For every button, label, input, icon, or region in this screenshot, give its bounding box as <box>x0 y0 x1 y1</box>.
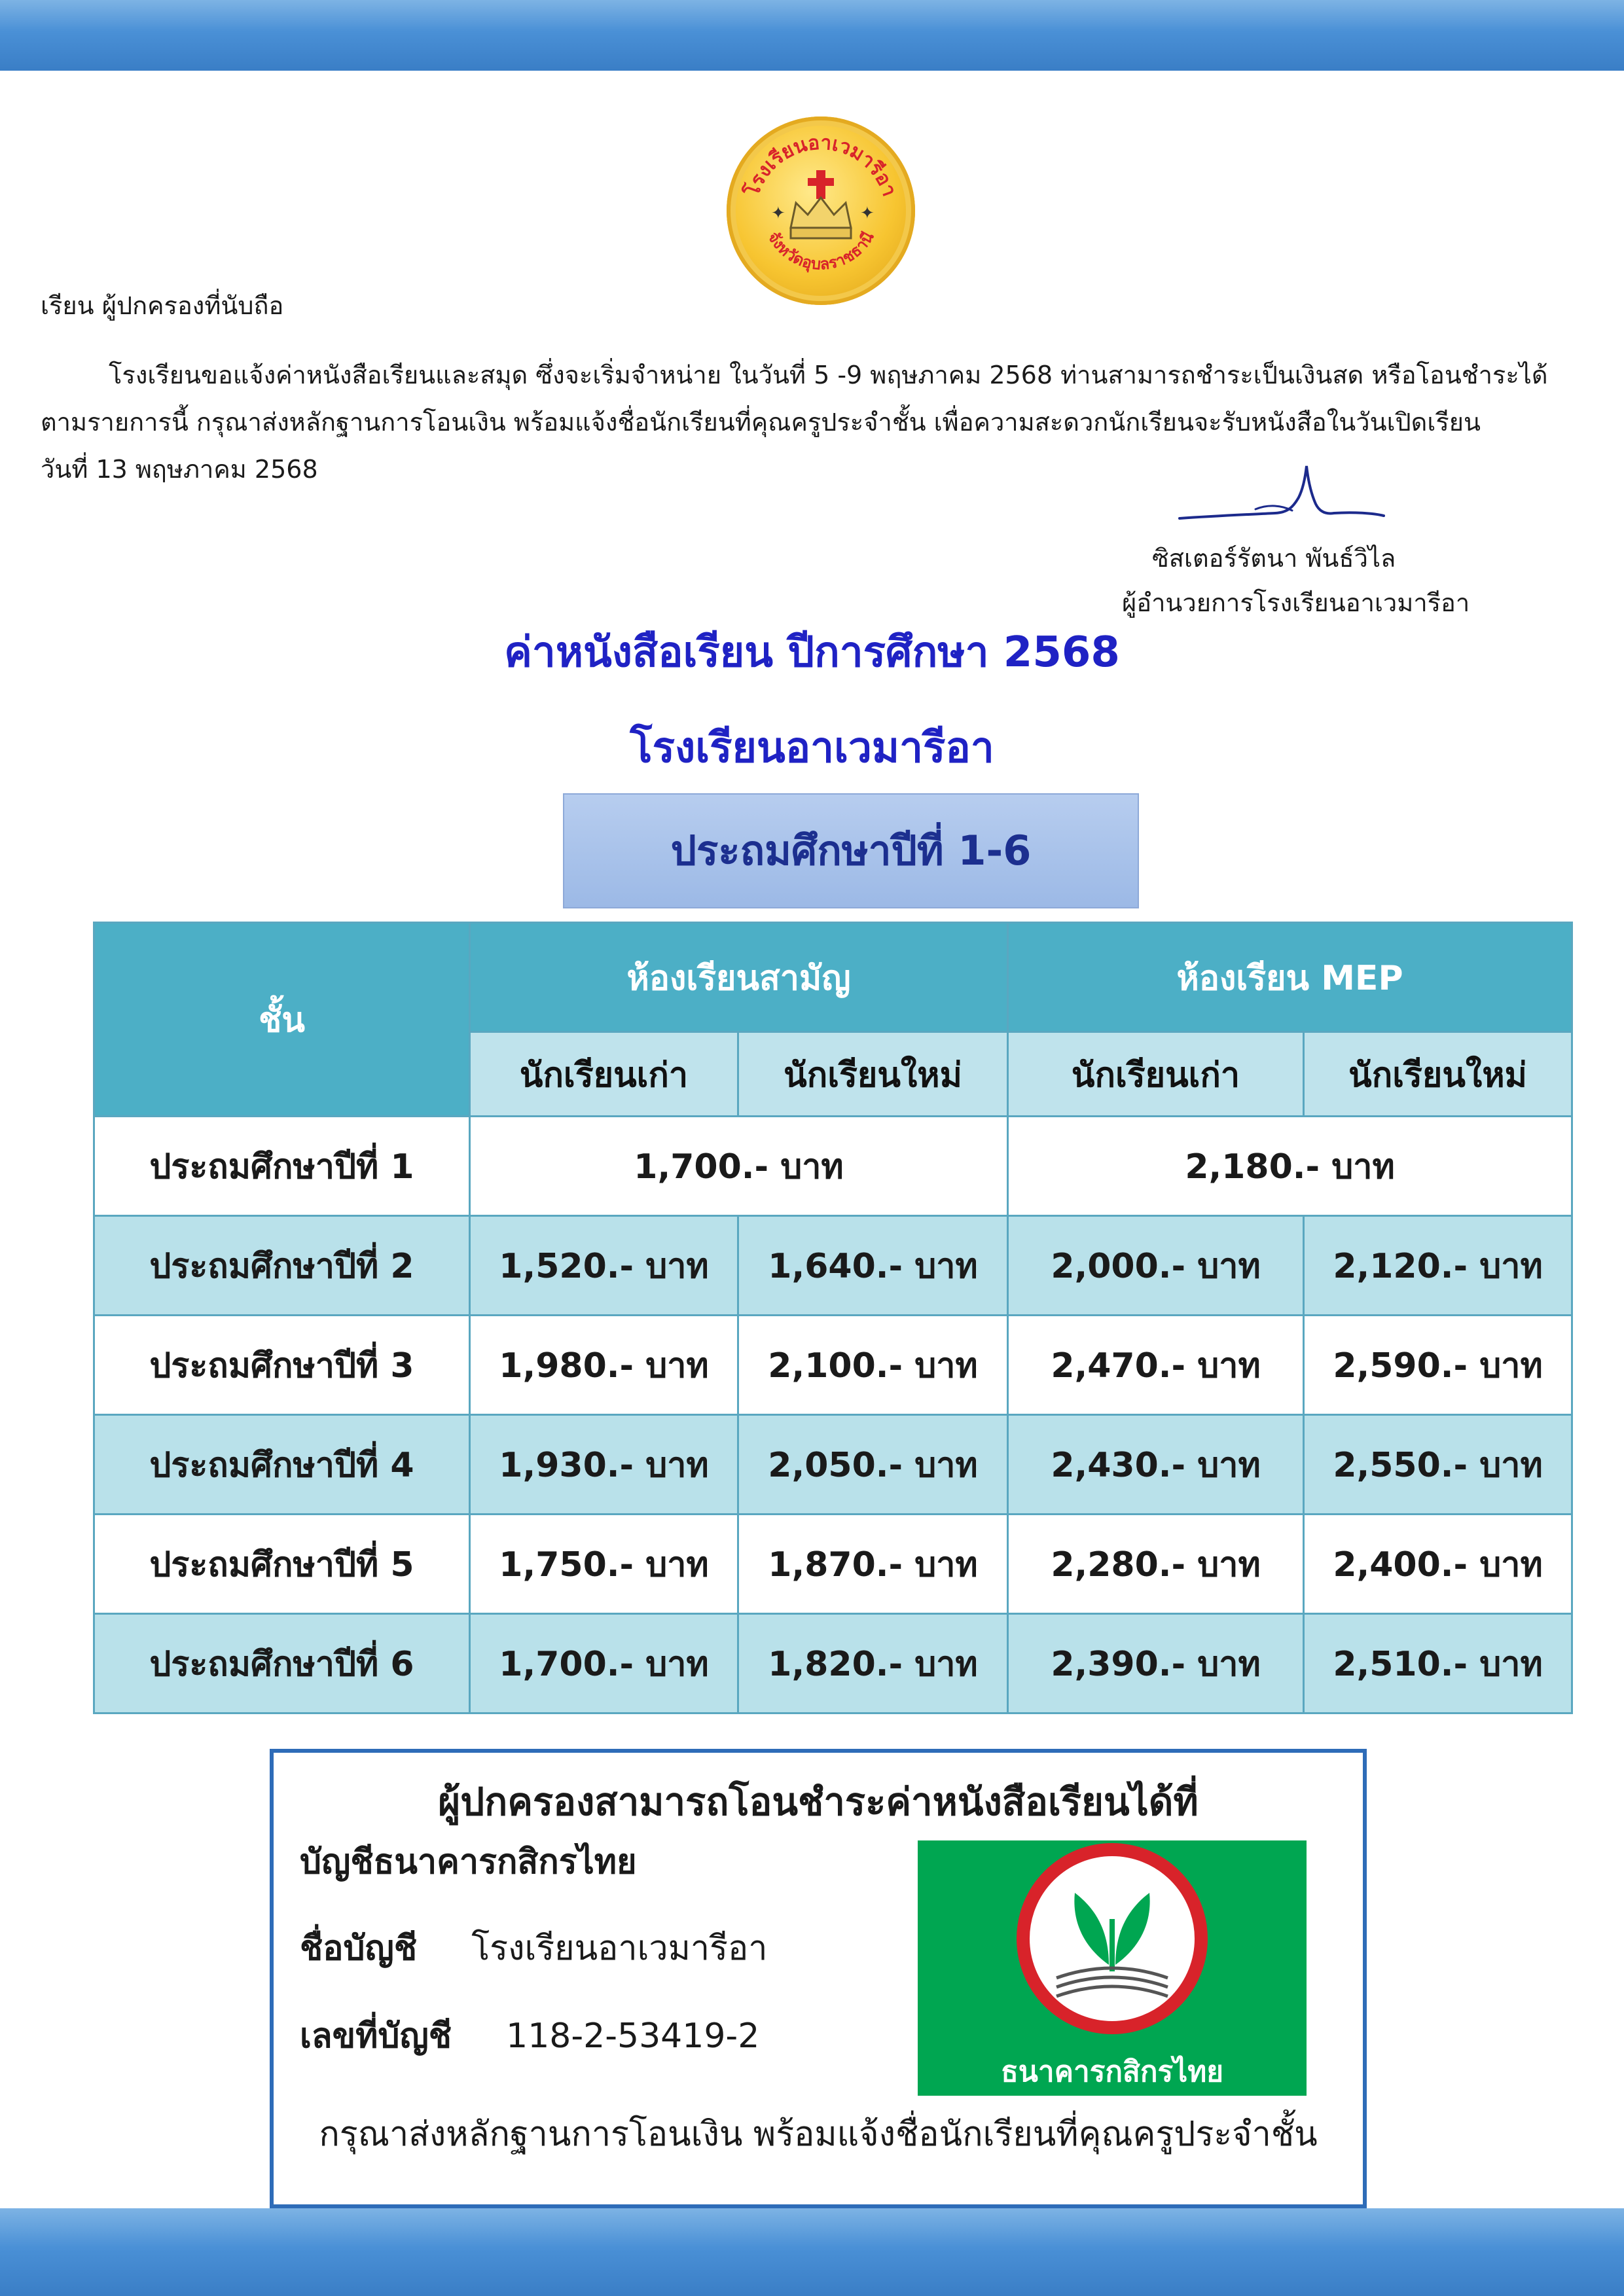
bank-logo-text: ธนาคารกสิกรไทย <box>1000 2055 1224 2089</box>
row-level: ประถมศึกษาปีที่ 5 <box>94 1515 470 1614</box>
regular-old-price: 1,980.- บาท <box>470 1316 738 1415</box>
row-level: ประถมศึกษาปีที่ 4 <box>94 1415 470 1515</box>
account-number-value: 118-2-53419-2 <box>506 2017 760 2056</box>
row-level: ประถมศึกษาปีที่ 1 <box>94 1117 470 1216</box>
payment-note: กรุณาส่งหลักฐานการโอนเงิน พร้อมแจ้งชื่อนักเรียนที่คุณครูประจำชั้น <box>319 2115 1318 2154</box>
mep-new-price: 2,120.- บาท <box>1304 1216 1572 1316</box>
bank-name-text: บัญชีธนาคารกสิกรไทย <box>300 1842 637 1882</box>
school-logo <box>727 117 915 305</box>
regular-new-price: 1,640.- บาท <box>738 1216 1008 1316</box>
book-fee-table <box>93 922 1573 1714</box>
svg-text:✦: ✦ <box>771 204 785 223</box>
regular-new-price: 1,870.- บาท <box>738 1515 1008 1614</box>
mep-new-price: 2,590.- บาท <box>1304 1316 1572 1415</box>
mep-new-price: 2,510.- บาท <box>1304 1614 1572 1713</box>
table-row <box>94 1415 1572 1515</box>
account-number-line <box>300 2008 759 2062</box>
row-level: ประถมศึกษาปีที่ 6 <box>94 1614 470 1713</box>
signature-image <box>1177 458 1386 530</box>
regular-old-price: 1,750.- บาท <box>470 1515 738 1614</box>
mep-new-price: 2,550.- บาท <box>1304 1415 1572 1515</box>
header-level: ชั้น <box>94 923 470 1117</box>
level-range-box <box>563 793 1139 908</box>
svg-text:✦: ✦ <box>860 204 875 223</box>
mep-old-price: 2,470.- บาท <box>1008 1316 1304 1415</box>
account-name-label: ชื่อบัญชี <box>300 1929 418 1968</box>
table-row <box>94 1117 1572 1216</box>
header-mep-old: นักเรียนเก่า <box>1008 1032 1304 1117</box>
mep-new-price: 2,400.- บาท <box>1304 1515 1572 1614</box>
header-mep-class: ห้องเรียน MEP <box>1008 923 1572 1032</box>
account-number-label: เลขที่บัญชี <box>300 2017 452 2056</box>
table-row <box>94 1316 1572 1415</box>
account-name-line <box>300 1920 767 1975</box>
kasikorn-bank-logo <box>918 1840 1307 2096</box>
school-crest-icon <box>727 117 915 305</box>
top-banner <box>0 0 1624 71</box>
logo-bottom-text: จังหวัดอุบลราชธานี <box>764 228 878 274</box>
signer-name: ซิสเตอร์รัตนา พันธ์วิไล <box>1152 544 1396 573</box>
letter-body-line-2: ตามรายการนี้ กรุณาส่งหลักฐานการโอนเงิน พร้อมแจ้งชื่อนักเรียนที่คุณครูประจำชั้น เพื่อความสะดวกนักเรียนจะรับหนังสือในวันเปิดเรียน <box>41 408 1481 437</box>
regular-price: 1,700.- บาท <box>470 1117 1008 1216</box>
mep-old-price: 2,000.- บาท <box>1008 1216 1304 1316</box>
header-mep-new: นักเรียนใหม่ <box>1304 1032 1572 1117</box>
school-name-title: โรงเรียนอาเวมารีอา <box>630 724 994 772</box>
regular-new-price: 2,050.- บาท <box>738 1415 1008 1515</box>
mep-old-price: 2,280.- บาท <box>1008 1515 1304 1614</box>
letter-body-line-3: วันที่ 13 พฤษภาคม 2568 <box>41 455 318 484</box>
bottom-banner <box>0 2208 1624 2296</box>
payment-info-box <box>270 1749 1367 2208</box>
header-regular-new: นักเรียนใหม่ <box>738 1032 1008 1117</box>
fee-title: ค่าหนังสือเรียน ปีการศึกษา 2568 <box>504 628 1120 677</box>
mep-old-price: 2,390.- บาท <box>1008 1614 1304 1713</box>
table-row <box>94 1216 1572 1316</box>
row-level: ประถมศึกษาปีที่ 2 <box>94 1216 470 1316</box>
regular-old-price: 1,700.- บาท <box>470 1614 738 1713</box>
bank-account-line <box>300 1834 637 1888</box>
salutation: เรียน ผู้ปกครองที่นับถือ <box>41 291 284 320</box>
letter-body-line-1: โรงเรียนขอแจ้งค่าหนังสือเรียนและสมุด ซึ่งจะเริ่มจำหน่าย ในวันที่ 5 -9 พฤษภาคม 2568 ท่านสามารถชำระเป็นเงินสด หรือโอนชำระได้ <box>109 361 1548 389</box>
regular-old-price: 1,930.- บาท <box>470 1415 738 1515</box>
regular-new-price: 1,820.- บาท <box>738 1614 1008 1713</box>
account-name-value: โรงเรียนอาเวมารีอา <box>471 1929 768 1968</box>
table-row <box>94 1515 1572 1614</box>
table-row <box>94 1614 1572 1713</box>
level-range-label: ประถมศึกษาปีที่ 1-6 <box>670 827 1032 874</box>
regular-new-price: 2,100.- บาท <box>738 1316 1008 1415</box>
regular-old-price: 1,520.- บาท <box>470 1216 738 1316</box>
signer-title: ผู้อำนวยการโรงเรียนอาเวมารีอา <box>1122 588 1470 617</box>
mep-old-price: 2,430.- บาท <box>1008 1415 1304 1515</box>
header-regular-class: ห้องเรียนสามัญ <box>470 923 1008 1032</box>
header-regular-old: นักเรียนเก่า <box>470 1032 738 1117</box>
mep-price: 2,180.- บาท <box>1008 1117 1572 1216</box>
payment-title: ผู้ปกครองสามารถโอนชำระค่าหนังสือเรียนได้ที่ <box>438 1780 1199 1824</box>
row-level: ประถมศึกษาปีที่ 3 <box>94 1316 470 1415</box>
logo-top-text: โรงเรียนอาเวมารีอา <box>740 131 901 200</box>
